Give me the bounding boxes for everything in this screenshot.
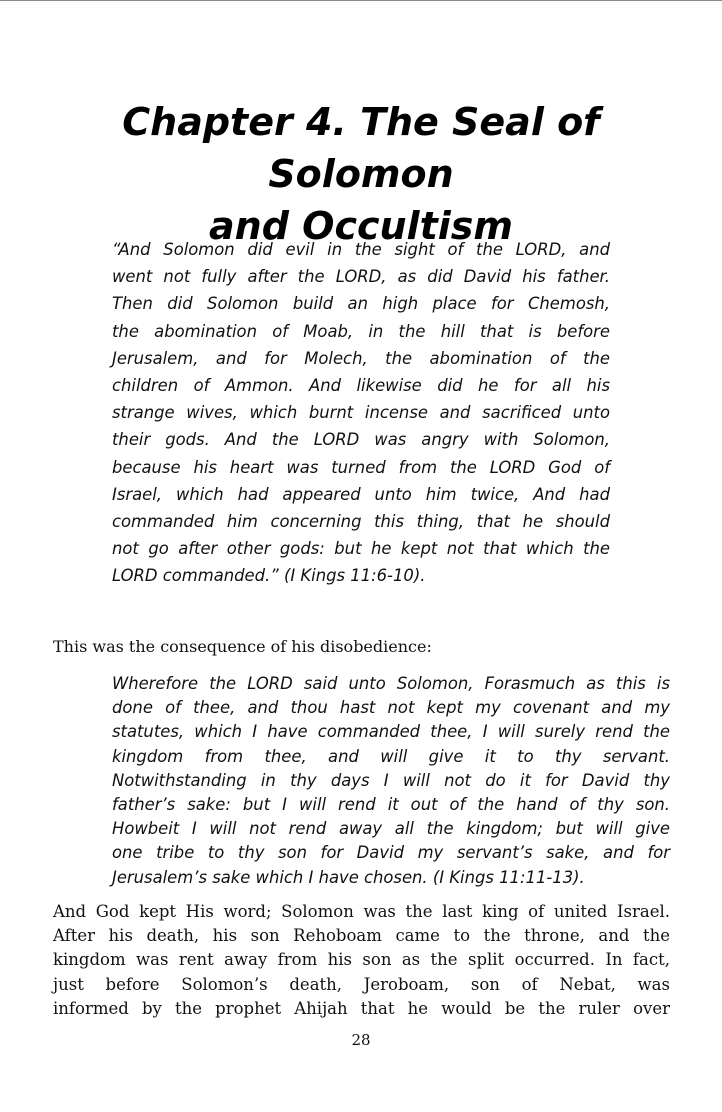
quote-line: because his heart was turned from the LORD God of: [112, 457, 610, 477]
quote-line: statutes, which I have commanded thee, I will surely rend the: [112, 722, 670, 742]
chapter-title: [40, 96, 682, 252]
quote-line: father’s sake: but I will rend it out of the hand of thy son.: [112, 795, 670, 815]
body-line: just before Solomon’s death, Jeroboam, son of Nebat, was: [53, 974, 670, 994]
quote-line: Wherefore the LORD said unto Solomon, Forasmuch as this is: [112, 674, 670, 693]
quote-line: children of Ammon. And likewise did he for all his: [112, 376, 610, 396]
quote-line: kingdom from thee, and will give it to thy servant.: [112, 746, 670, 766]
top-border-rule: [0, 0, 722, 1]
body-line: informed by the prophet Ahijah that he would be the ruler over: [53, 998, 670, 1018]
scripture-quote-kings-11-6-10: [112, 236, 610, 590]
body-line: After his death, his son Rehoboam came to the throne, and the: [53, 926, 670, 946]
quote-line: commanded him concerning this thing, that he should: [112, 512, 610, 532]
chapter-title-line-2: and Occultism: [209, 204, 513, 248]
lead-paragraph: This was the consequence of his disobedience:: [53, 637, 432, 656]
body-line: kingdom was rent away from his son as the split occurred. In fact,: [53, 950, 670, 970]
quote-line: Howbeit I will not rend away all the kingdom; but will give: [112, 819, 670, 839]
quote-line: Then did Solomon build an high place for Chemosh,: [112, 294, 610, 314]
body-paragraph: [53, 900, 670, 1021]
quote-line: Jerusalem, and for Molech, the abomination of the: [112, 348, 610, 368]
quote-line: LORD commanded.” (I Kings 11:6-10).: [112, 566, 426, 586]
quote-line: Israel, which had appeared unto him twice, And had: [112, 484, 610, 504]
quote-line: strange wives, which burnt incense and sacrificed unto: [112, 403, 610, 423]
body-line: And God kept His word; Solomon was the last king of united Israel.: [53, 902, 670, 921]
quote-line: done of thee, and thou hast not kept my covenant and my: [112, 698, 670, 718]
quote-line: the abomination of Moab, in the hill that is before: [112, 321, 610, 341]
quote-line: went not fully after the LORD, as did David his father.: [112, 267, 610, 287]
page-number: 28: [351, 1031, 371, 1049]
quote-line: their gods. And the LORD was angry with Solomon,: [112, 430, 610, 450]
quote-line: Jerusalem’s sake which I have chosen. (I Kings 11:11-13).: [112, 867, 585, 887]
quote-line: Notwithstanding in thy days I will not do it for David thy: [112, 770, 670, 790]
quote-line: not go after other gods: but he kept not that which the: [112, 539, 610, 559]
quote-line: one tribe to thy son for David my servant’s sake, and for: [112, 843, 670, 863]
scripture-quote-kings-11-11-13: [112, 672, 670, 890]
quote-line: “And Solomon did evil in the sight of the LORD, and: [112, 240, 610, 259]
chapter-title-line-1: Chapter 4. The Seal of Solomon: [122, 100, 600, 196]
